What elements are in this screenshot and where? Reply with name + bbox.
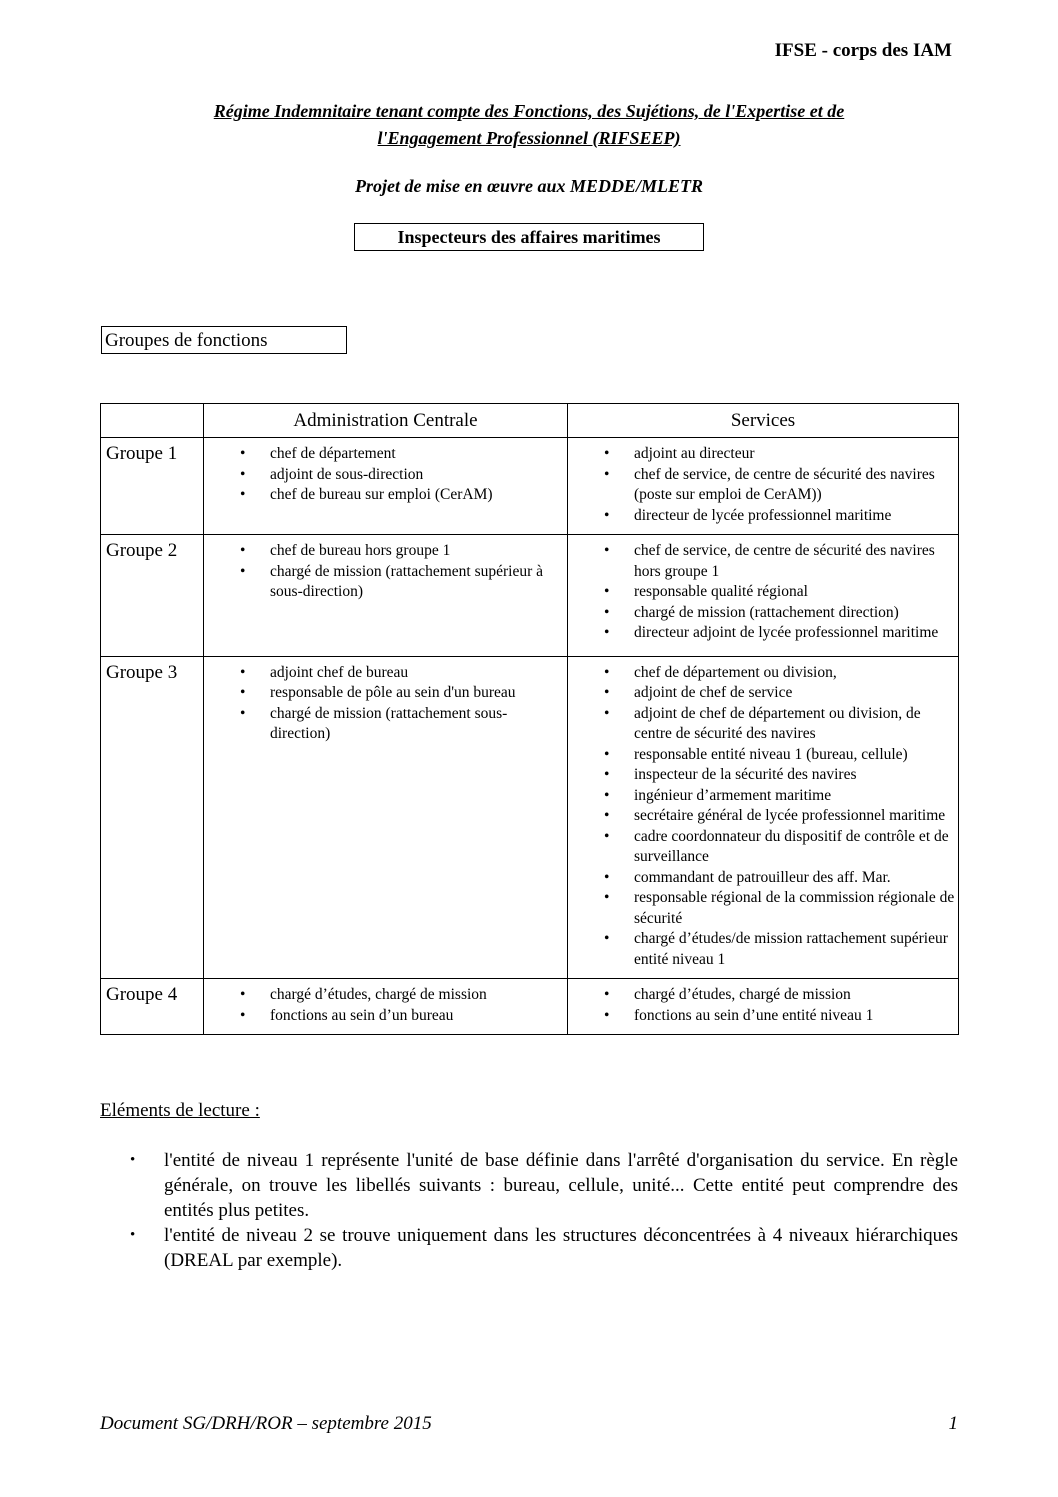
list-item: • chargé d’études, chargé de mission [568, 985, 958, 1006]
list-item: • responsable qualité régional [568, 582, 958, 603]
list-item: • chef de service, de centre de sécurité des navires hors groupe 1 [568, 541, 958, 582]
list-item: • chargé de mission (rattachement sous-direction) [204, 704, 567, 745]
services-cell [568, 656, 959, 979]
section-label-box: Groupes de fonctions [101, 326, 347, 354]
list-item: • chargé de mission (rattachement direction) [568, 603, 958, 624]
central-cell [204, 979, 568, 1035]
group-label: Groupe 4 [101, 979, 204, 1035]
group-label: Groupe 3 [101, 656, 204, 979]
list-item: • adjoint au directeur [568, 444, 958, 465]
group-label: Groupe 1 [101, 438, 204, 535]
header-corner-label: IFSE - corps des IAM [774, 40, 952, 61]
central-cell [204, 438, 568, 535]
list-item: • fonctions au sein d’une entité niveau 1 [568, 1006, 958, 1027]
list-item: • commandant de patrouilleur des aff. Mar. [568, 868, 958, 889]
subtitle: Projet de mise en œuvre aux MEDDE/MLETR [354, 176, 703, 196]
central-cell [204, 656, 568, 979]
table-row [101, 438, 959, 535]
lecture-note: • l'entité de niveau 1 représente l'unité de base définie dans l'arrêté d'organisation du service. En règle générale, on trouve les libellés suivants : bureau, cellule, unité... Cette entité peut comprendre des entités plus petites. [100, 1148, 958, 1223]
list-item: • adjoint chef de bureau [204, 663, 567, 684]
list-item: • chef de département [204, 444, 567, 465]
list-item: • ingénieur d’armement maritime [568, 786, 958, 807]
table-row [101, 979, 959, 1035]
group-label: Groupe 2 [101, 535, 204, 657]
list-item: • adjoint de chef de service [568, 683, 958, 704]
title-line-2: l'Engagement Professionnel (RIFSEEP) [377, 128, 681, 148]
table-row [101, 656, 959, 979]
header-cell-central: Administration Centrale [204, 404, 568, 438]
list-item: • responsable régional de la commission régionale de sécurité [568, 888, 958, 929]
list-item: • secrétaire général de lycée professionnel maritime [568, 806, 958, 827]
list-item: • chef de département ou division, [568, 663, 958, 684]
list-item: • chargé de mission (rattachement supérieur à sous-direction) [204, 562, 567, 603]
list-item: • adjoint de chef de département ou division, de centre de sécurité des navires [568, 704, 958, 745]
list-item: • directeur de lycée professionnel maritime [568, 506, 958, 527]
central-cell [204, 535, 568, 657]
services-cell [568, 979, 959, 1035]
lecture-note: • l'entité de niveau 2 se trouve uniquement dans les structures déconcentrées à 4 niveaux hiérarchiques (DREAL par exemple). [100, 1223, 958, 1273]
title-line-1: Régime Indemnitaire tenant compte des Fonctions, des Sujétions, de l'Expertise et de [213, 101, 845, 121]
list-item: • chargé d’études/de mission rattachement supérieur entité niveau 1 [568, 929, 958, 970]
table-header-row [101, 404, 959, 438]
table-row [101, 535, 959, 657]
list-item: • inspecteur de la sécurité des navires [568, 765, 958, 786]
footer-document-ref: Document SG/DRH/ROR – septembre 2015 [100, 1413, 432, 1434]
list-item: • adjoint de sous-direction [204, 465, 567, 486]
groups-table [100, 403, 959, 1035]
list-item: • directeur adjoint de lycée professionnel maritime [568, 623, 958, 644]
header-cell-services: Services [568, 404, 959, 438]
list-item: • cadre coordonnateur du dispositif de contrôle et de surveillance [568, 827, 958, 868]
list-item: • fonctions au sein d’un bureau [204, 1006, 567, 1027]
list-item: • chargé d’études, chargé de mission [204, 985, 567, 1006]
list-item: • chef de service, de centre de sécurité des navires (poste sur emploi de CerAM)) [568, 465, 958, 506]
list-item: • responsable de pôle au sein d'un bureau [204, 683, 567, 704]
lecture-notes [100, 1148, 958, 1273]
services-cell [568, 438, 959, 535]
list-item: • chef de bureau sur emploi (CerAM) [204, 485, 567, 506]
footer-page-number: 1 [948, 1413, 958, 1434]
lecture-title: Eléments de lecture : [100, 1100, 260, 1121]
list-item: • responsable entité niveau 1 (bureau, cellule) [568, 745, 958, 766]
corps-title-box: Inspecteurs des affaires maritimes [354, 223, 704, 251]
services-cell [568, 535, 959, 657]
header-cell-empty [101, 404, 204, 438]
list-item: • chef de bureau hors groupe 1 [204, 541, 567, 562]
